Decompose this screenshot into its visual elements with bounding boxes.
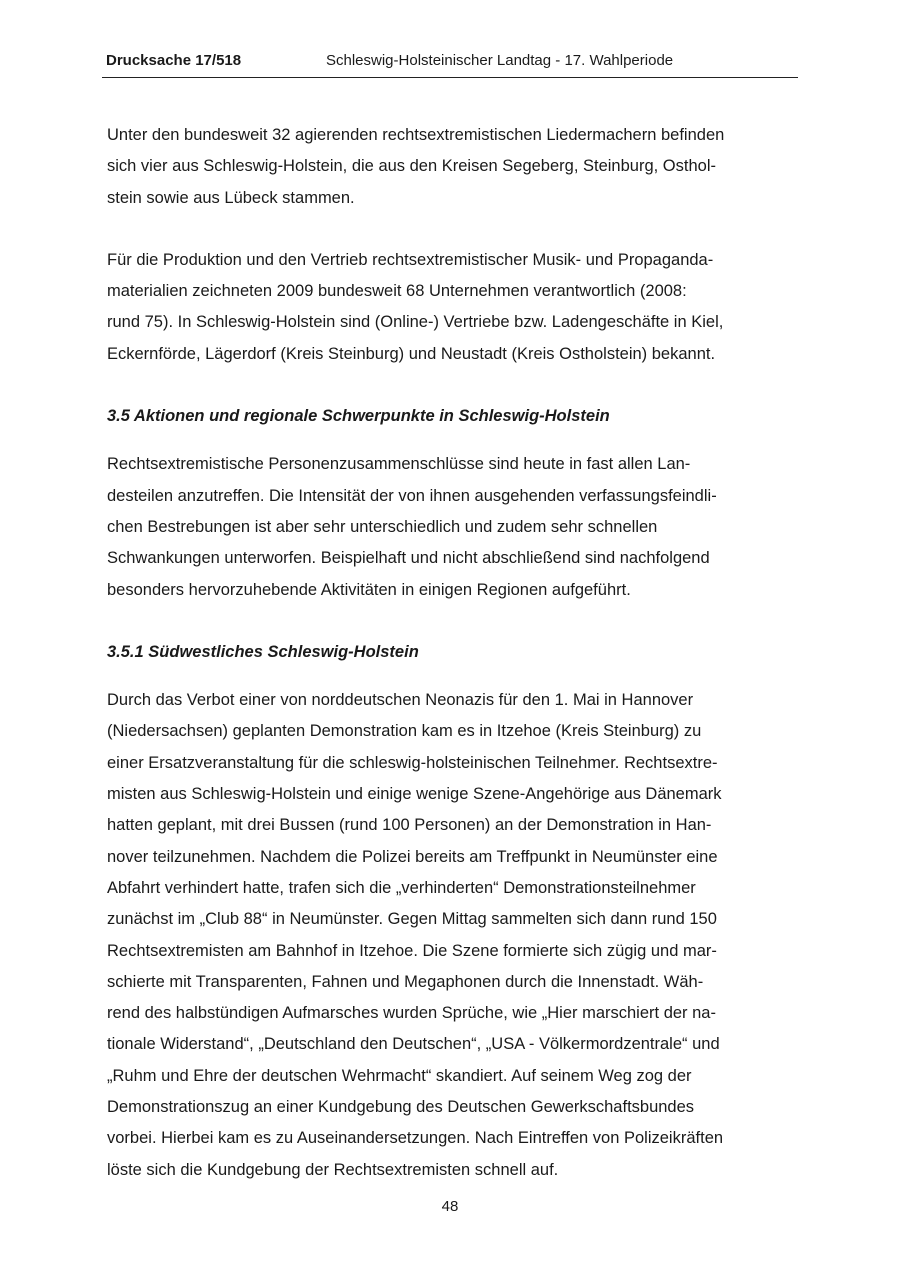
document-number: Drucksache 17/518	[106, 52, 242, 69]
text-line: chen Bestrebungen ist aber sehr unterschiedlich und zudem sehr schnellen	[107, 517, 658, 536]
paragraph-suedwest	[107, 685, 795, 1186]
page-header	[102, 52, 798, 78]
page-content	[107, 120, 795, 1186]
text-line: besonders hervorzuhebende Aktivitäten in einigen Regionen aufgeführt.	[107, 580, 631, 599]
text-line: schierte mit Transparenten, Fahnen und Megaphonen durch die Innenstadt. Wäh-	[107, 972, 704, 991]
text-line: materialien zeichneten 2009 bundesweit 68 Unternehmen verantwortlich (2008:	[107, 282, 687, 301]
page-number: 48	[441, 1198, 459, 1215]
text-line: Unter den bundesweit 32 agierenden rechtsextremistischen Liedermachern befinden	[107, 126, 725, 144]
text-line: nover teilzunehmen. Nachdem die Polizei bereits am Treffpunkt in Neumünster eine	[107, 847, 718, 866]
text-line: einer Ersatzveranstaltung für die schleswig-holsteinischen Teilnehmer. Rechtsextre-	[107, 753, 718, 772]
text-line: Schwankungen unterworfen. Beispielhaft und nicht abschließend sind nachfolgend	[107, 549, 710, 568]
section-heading-3-5-1: 3.5.1 Südwestliches Schleswig-Holstein	[107, 642, 419, 661]
text-line: rend des halbstündigen Aufmarsches wurden Sprüche, wie „Hier marschiert der na-	[107, 1004, 716, 1023]
text-line: zunächst im „Club 88“ in Neumünster. Gegen Mittag sammelten sich dann rund 150	[107, 910, 717, 929]
document-title: Schleswig-Holsteinischer Landtag - 17. Wahlperiode	[326, 52, 674, 69]
text-line: (Niedersachsen) geplanten Demonstration kam es in Itzehoe (Kreis Steinburg) zu	[107, 722, 702, 741]
text-line: desteilen anzutreffen. Die Intensität der von ihnen ausgehenden verfassungsfeindli-	[107, 486, 717, 505]
text-line: Abfahrt verhindert hatte, trafen sich die „verhinderten“ Demonstrationsteilnehmer	[107, 878, 696, 897]
text-line: misten aus Schleswig-Holstein und einige wenige Szene-Angehörige aus Dänemark	[107, 785, 722, 804]
text-line: Durch das Verbot einer von norddeutschen Neonazis für den 1. Mai in Hannover	[107, 691, 694, 710]
text-line: Rechtsextremisten am Bahnhof in Itzehoe. Die Szene formierte sich zügig und mar-	[107, 941, 717, 960]
paragraph-liedermacher	[107, 120, 795, 214]
text-line: löste sich die Kundgebung der Rechtsextremisten schnell auf.	[107, 1160, 559, 1179]
paragraph-vertriebe	[107, 245, 795, 370]
text-line: Für die Produktion und den Vertrieb rechtsextremistischer Musik- und Propaganda-	[107, 250, 714, 269]
text-line: Demonstrationszug an einer Kundgebung des Deutschen Gewerkschaftsbundes	[107, 1098, 695, 1117]
text-line: Rechtsextremistische Personenzusammenschlüsse sind heute in fast allen Lan-	[107, 455, 691, 474]
text-line: rund 75). In Schleswig-Holstein sind (Online-) Vertriebe bzw. Ladengeschäfte in Kiel,	[107, 313, 724, 332]
text-line: tionale Widerstand“, „Deutschland den Deutschen“, „USA - Völkermordzentrale“ und	[107, 1035, 720, 1054]
text-line: „Ruhm und Ehre der deutschen Wehrmacht“ skandiert. Auf seinem Weg zog der	[107, 1066, 692, 1085]
text-line: sich vier aus Schleswig-Holstein, die aus den Kreisen Segeberg, Steinburg, Osthol-	[107, 157, 716, 176]
text-line: Eckernförde, Lägerdorf (Kreis Steinburg) und Neustadt (Kreis Ostholstein) bekannt.	[107, 344, 716, 363]
text-line: vorbei. Hierbei kam es zu Auseinandersetzungen. Nach Eintreffen von Polizeikräften	[107, 1129, 724, 1148]
section-heading-3-5: 3.5 Aktionen und regionale Schwerpunkte in Schleswig-Holstein	[107, 407, 610, 426]
text-line: hatten geplant, mit drei Bussen (rund 100 Personen) an der Demonstration in Han-	[107, 816, 712, 835]
paragraph-schwerpunkte	[107, 449, 795, 605]
text-line: stein sowie aus Lübeck stammen.	[107, 188, 355, 207]
